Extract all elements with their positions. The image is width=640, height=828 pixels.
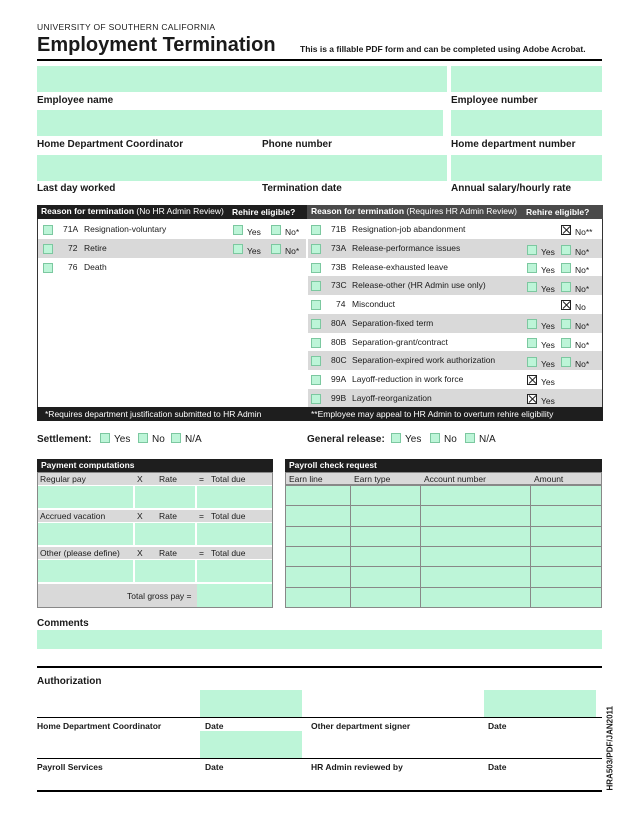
payroll-cell[interactable] <box>286 546 351 566</box>
code-73a-checkbox[interactable] <box>311 244 321 254</box>
code-71b-checkbox[interactable] <box>311 225 321 235</box>
phone-label: Phone number <box>262 139 333 150</box>
code-72-checkbox[interactable] <box>43 244 53 254</box>
settlement-na: N/A <box>185 434 202 445</box>
gross-pay-field[interactable] <box>197 584 272 607</box>
form-id: HRA503/PDF/JAN2011 <box>605 706 615 791</box>
code-76-label: Death <box>84 262 107 272</box>
left-row-bg <box>38 239 306 258</box>
payroll-cell[interactable] <box>286 587 351 607</box>
payroll-cell[interactable] <box>531 546 602 566</box>
coordinator-field[interactable] <box>37 110 443 136</box>
regular-pay-x: X <box>137 474 143 484</box>
release-yes: Yes <box>405 434 422 445</box>
code-73b: 73B <box>331 262 347 272</box>
right-reason-header: Reason for termination (Requires HR Admin Review) <box>307 205 603 219</box>
auth-coordinator-label: Home Department Coordinator <box>37 721 162 731</box>
code-80c-no-checkbox[interactable] <box>561 357 571 367</box>
payroll-cell[interactable] <box>421 526 531 546</box>
payroll-cell[interactable] <box>286 486 351 506</box>
termination-date-label: Termination date <box>262 183 342 194</box>
vacation-label: Accrued vacation <box>40 511 106 521</box>
code-71a-no: No* <box>285 227 300 237</box>
gross-pay-label: Total gross pay = <box>127 591 192 601</box>
settlement-no: No <box>152 434 165 445</box>
code-99a-checkbox[interactable] <box>311 375 321 385</box>
payroll-cell[interactable] <box>421 506 531 526</box>
payroll-col-amount: Amount <box>534 474 564 484</box>
vacation-hours-field[interactable] <box>38 523 133 545</box>
auth-other-signer-label: Other department signer <box>311 721 411 731</box>
vacation-eq: = <box>199 511 204 521</box>
vacation-total: Total due <box>211 511 246 521</box>
payroll-col-account: Account number <box>424 474 486 484</box>
code-80a-label: Separation-fixed term <box>352 318 434 328</box>
payroll-cell[interactable] <box>286 506 351 526</box>
regular-pay-eq: = <box>199 474 204 484</box>
signature-line <box>37 717 602 718</box>
payroll-cell[interactable] <box>531 587 602 607</box>
auth-date-label: Date <box>205 762 224 772</box>
other-total-field[interactable] <box>197 560 272 582</box>
code-80c: 80C <box>331 355 347 365</box>
payroll-date-field[interactable] <box>200 731 302 758</box>
comments-field[interactable] <box>37 630 602 649</box>
settlement-label: Settlement: <box>37 434 92 445</box>
employee-name-field[interactable] <box>37 66 447 92</box>
code-73b-yes-checkbox[interactable] <box>527 263 537 273</box>
code-80b-no-checkbox[interactable] <box>561 338 571 348</box>
code-80c-no: No* <box>575 359 590 369</box>
code-73c-no: No* <box>575 284 590 294</box>
code-71b: 71B <box>331 224 347 234</box>
vacation-x: X <box>137 511 143 521</box>
code-73c-yes: Yes <box>541 284 555 294</box>
code-99a-label: Layoff-reduction in work force <box>352 374 464 384</box>
code-74-checkbox[interactable] <box>311 300 321 310</box>
payroll-cell[interactable] <box>351 546 421 566</box>
code-99b-yes: Yes <box>541 396 555 406</box>
fillable-note: This is a fillable PDF form and can be completed using Adobe Acrobat. <box>300 44 586 54</box>
code-99a-yes: Yes <box>541 377 555 387</box>
payroll-cell[interactable] <box>421 567 531 587</box>
code-80b-yes-checkbox[interactable] <box>527 338 537 348</box>
code-71a-checkbox[interactable] <box>43 225 53 235</box>
code-80a-yes-checkbox[interactable] <box>527 319 537 329</box>
employee-number-label: Employee number <box>451 95 538 106</box>
last-day-field[interactable] <box>37 155 447 181</box>
code-74-label: Misconduct <box>352 299 395 309</box>
payroll-cell[interactable] <box>421 546 531 566</box>
code-99b-label: Layoff-reorganization <box>352 393 432 403</box>
other-eq: = <box>199 548 204 558</box>
auth-hr-admin-label: HR Admin reviewed by <box>311 762 403 772</box>
payroll-cell[interactable] <box>286 526 351 546</box>
code-74: 74 <box>336 299 346 309</box>
code-73b-no-checkbox[interactable] <box>561 263 571 273</box>
university-name: UNIVERSITY OF SOUTHERN CALIFORNIA <box>37 22 216 32</box>
bottom-rule <box>37 790 602 792</box>
settlement-yes: Yes <box>114 434 131 445</box>
other-rate-field[interactable] <box>135 560 195 582</box>
code-99a-yes-checkbox[interactable] <box>527 375 537 385</box>
comments-rule <box>37 666 602 668</box>
payroll-cell[interactable] <box>531 506 602 526</box>
settlement-na-checkbox[interactable] <box>171 433 181 443</box>
auth-date-label: Date <box>488 721 507 731</box>
code-80b-no: No* <box>575 340 590 350</box>
code-73c-yes-checkbox[interactable] <box>527 282 537 292</box>
left-reason-header: Reason for termination (No HR Admin Review) <box>37 205 307 219</box>
code-71a-yes: Yes <box>247 227 261 237</box>
release-no-checkbox[interactable] <box>430 433 440 443</box>
code-71a-no-checkbox[interactable] <box>271 225 281 235</box>
code-74-no-checkbox[interactable] <box>561 300 571 310</box>
other-x: X <box>137 548 143 558</box>
code-80c-label: Separation-expired work authorization <box>352 355 496 365</box>
code-80a: 80A <box>331 318 347 328</box>
other-total: Total due <box>211 548 246 558</box>
release-yes-checkbox[interactable] <box>391 433 401 443</box>
payroll-cell[interactable] <box>286 567 351 587</box>
right-footnote: **Employee may appeal to HR Admin to overturn rehire eligibility <box>311 409 554 419</box>
code-73b-no: No* <box>575 265 590 275</box>
salary-field[interactable] <box>451 155 602 181</box>
payroll-cell[interactable] <box>351 567 421 587</box>
authorization-title: Authorization <box>37 676 102 687</box>
payroll-cell[interactable] <box>351 506 421 526</box>
code-80c-checkbox[interactable] <box>311 356 321 366</box>
payroll-grid <box>285 485 602 608</box>
code-73c-checkbox[interactable] <box>311 281 321 291</box>
code-72-no: No* <box>285 246 300 256</box>
vacation-rate-field[interactable] <box>135 523 195 545</box>
signature-line <box>37 758 602 759</box>
code-80b-checkbox[interactable] <box>311 338 321 348</box>
left-rehire-header: Rehire eligible? <box>232 207 296 217</box>
employee-name-label: Employee name <box>37 95 114 106</box>
code-71a-label: Resignation-voluntary <box>84 224 167 234</box>
code-74-no: No <box>575 302 586 312</box>
auth-date-label: Date <box>205 721 224 731</box>
payroll-cell[interactable] <box>421 587 531 607</box>
left-footnote: *Requires department justification submitted to HR Admin <box>45 409 262 419</box>
regular-pay-rate: Rate <box>159 474 177 484</box>
home-dept-number-field[interactable] <box>451 110 602 136</box>
regular-pay-total: Total due <box>211 474 246 484</box>
code-73b-label: Release-exhausted leave <box>352 262 448 272</box>
payroll-cell[interactable] <box>531 486 602 506</box>
code-80a-no: No* <box>575 321 590 331</box>
code-71b-no-checkbox[interactable] <box>561 225 571 235</box>
auth-payroll-label: Payroll Services <box>37 762 103 772</box>
right-rehire-header: Rehire eligible? <box>526 207 590 217</box>
code-76-checkbox[interactable] <box>43 263 53 273</box>
code-71a: 71A <box>63 224 79 234</box>
code-72-yes: Yes <box>247 246 261 256</box>
code-80c-yes-checkbox[interactable] <box>527 357 537 367</box>
code-71a-yes-checkbox[interactable] <box>233 225 243 235</box>
code-72-yes-checkbox[interactable] <box>233 244 243 254</box>
code-80c-yes: Yes <box>541 359 555 369</box>
code-72-label: Retire <box>84 243 107 253</box>
last-day-label: Last day worked <box>37 183 116 194</box>
code-80a-yes: Yes <box>541 321 555 331</box>
other-rate: Rate <box>159 548 177 558</box>
release-label: General release: <box>307 434 385 445</box>
comments-label: Comments <box>37 618 89 629</box>
salary-label: Annual salary/hourly rate <box>451 183 572 194</box>
payroll-cell[interactable] <box>531 526 602 546</box>
payroll-cell[interactable] <box>421 486 531 506</box>
code-73c-no-checkbox[interactable] <box>561 282 571 292</box>
auth-date-label: Date <box>488 762 507 772</box>
code-80b-label: Separation-grant/contract <box>352 337 448 347</box>
coordinator-label: Home Department Coordinator <box>37 139 184 150</box>
release-na: N/A <box>479 434 496 445</box>
code-73a-label: Release-performance issues <box>352 243 461 253</box>
payroll-cell[interactable] <box>531 567 602 587</box>
payroll-cell[interactable] <box>351 486 421 506</box>
code-73a-no: No* <box>575 247 590 257</box>
vacation-rate: Rate <box>159 511 177 521</box>
other-label: Other (please define) <box>40 548 120 558</box>
settlement-no-checkbox[interactable] <box>138 433 148 443</box>
code-73a: 73A <box>331 243 347 253</box>
code-99a: 99A <box>331 374 347 384</box>
code-71b-no: No** <box>575 227 593 237</box>
payroll-col-earn-type: Earn type <box>354 474 391 484</box>
release-na-checkbox[interactable] <box>465 433 475 443</box>
regular-pay-rate-field[interactable] <box>135 486 195 508</box>
header-rule <box>37 59 602 61</box>
employee-number-field[interactable] <box>451 66 602 92</box>
vacation-total-field[interactable] <box>197 523 272 545</box>
home-dept-number-label: Home department number <box>451 139 576 150</box>
regular-pay-hours-field[interactable] <box>38 486 133 508</box>
code-80a-checkbox[interactable] <box>311 319 321 329</box>
code-76: 76 <box>68 262 78 272</box>
other-signer-date-field[interactable] <box>484 690 596 717</box>
code-73c-label: Release-other (HR Admin use only) <box>352 280 486 290</box>
code-73a-yes-checkbox[interactable] <box>527 245 537 255</box>
code-73a-yes: Yes <box>541 247 555 257</box>
page-title: Employment Termination <box>37 34 276 56</box>
payroll-col-earn-line: Earn line <box>289 474 323 484</box>
code-80b-yes: Yes <box>541 340 555 350</box>
code-73b-checkbox[interactable] <box>311 263 321 273</box>
release-no: No <box>444 434 457 445</box>
code-99b-yes-checkbox[interactable] <box>527 394 537 404</box>
code-72-no-checkbox[interactable] <box>271 244 281 254</box>
code-72: 72 <box>68 243 78 253</box>
other-hours-field[interactable] <box>38 560 133 582</box>
regular-pay-label: Regular pay <box>40 474 86 484</box>
code-99b-checkbox[interactable] <box>311 394 321 404</box>
settlement-yes-checkbox[interactable] <box>100 433 110 443</box>
payroll-cell[interactable] <box>351 526 421 546</box>
code-73c: 73C <box>331 280 347 290</box>
payroll-header: Payroll check request <box>285 459 602 472</box>
code-71b-label: Resignation-job abandonment <box>352 224 466 234</box>
coordinator-date-field[interactable] <box>200 690 302 717</box>
code-80a-no-checkbox[interactable] <box>561 319 571 329</box>
code-80b: 80B <box>331 337 347 347</box>
payroll-cell[interactable] <box>351 587 421 607</box>
payment-header: Payment computations <box>37 459 273 472</box>
code-73b-yes: Yes <box>541 265 555 275</box>
regular-pay-total-field[interactable] <box>197 486 272 508</box>
code-99b: 99B <box>331 393 347 403</box>
code-73a-no-checkbox[interactable] <box>561 245 571 255</box>
